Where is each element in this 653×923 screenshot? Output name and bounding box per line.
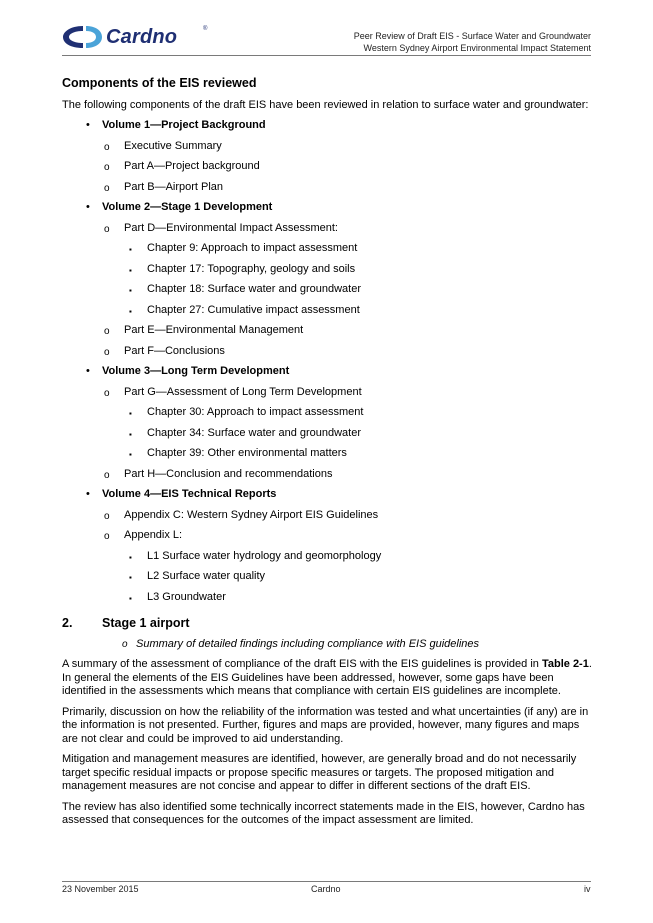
footer-date: 23 November 2015 [62, 884, 139, 894]
part-item [62, 181, 592, 202]
chapter-item [62, 591, 592, 612]
list-bullet: ▪ [129, 306, 132, 316]
document-title-line1: Peer Review of Draft EIS - Surface Water and Groundwater [353, 31, 591, 41]
list-bullet: • [86, 365, 90, 377]
list-bullet: ▪ [129, 429, 132, 439]
chapter-item [62, 304, 592, 325]
table-reference-link: Table 2-1 [541, 658, 589, 670]
page-body [62, 77, 592, 835]
volume-item [62, 365, 592, 386]
list-item-text: L1 Surface water hydrology and geomorphology [147, 549, 382, 562]
chapter-item [62, 406, 592, 427]
list-bullet: o [104, 387, 110, 399]
list-bullet: o [104, 346, 110, 358]
list-item-text: Volume 4—EIS Technical Reports [102, 488, 277, 500]
part-item [62, 222, 592, 243]
section-title: Stage 1 airport [102, 616, 190, 630]
list-item-text: Part B—Airport Plan [124, 180, 224, 193]
list-item-text: L2 Surface water quality [147, 570, 266, 582]
part-item [62, 468, 592, 489]
list-bullet: o [104, 469, 110, 481]
list-item-text: Chapter 18: Surface water and groundwater [147, 283, 362, 295]
chapter-item [62, 283, 592, 304]
list-bullet: o [104, 326, 110, 337]
paragraph-review: The review has also identified some technically incorrect statements made in the EIS, however, Cardno has assessed that consequences for the outcomes of the impact assessment are limited. [62, 800, 585, 826]
list-bullet: ▪ [129, 286, 132, 295]
part-item [62, 529, 592, 550]
section-heading-stage1 [62, 617, 592, 634]
list-item-text: Part E—Environmental Management [124, 324, 304, 336]
part-item [62, 324, 592, 345]
list-bullet: ▪ [129, 552, 132, 562]
list-item-text: L3 Groundwater [147, 590, 226, 603]
chapter-item [62, 447, 592, 468]
list-item-text: Executive Summary [124, 139, 222, 152]
logo-registered-mark: ® [203, 26, 208, 32]
list-item-text: Part G—Assessment of Long Term Development [124, 385, 362, 398]
list-bullet: o [104, 510, 110, 522]
part-item [62, 386, 592, 407]
list-bullet: o [104, 223, 110, 235]
list-item-text: Appendix C: Western Sydney Airport EIS Guidelines [124, 508, 379, 521]
footer-company: Cardno [311, 884, 341, 894]
list-bullet: • [86, 201, 90, 213]
chapter-item [62, 570, 592, 591]
subheading-bullet: o [122, 639, 128, 650]
section-number: 2. [62, 616, 73, 630]
part-item [62, 160, 592, 181]
part-item [62, 140, 592, 161]
list-bullet: o [104, 141, 110, 153]
list-item-text: Appendix L: [124, 529, 183, 541]
header-divider [62, 55, 591, 56]
subheading-text: Summary of detailed findings including compliance with EIS guidelines [136, 638, 480, 650]
subheading-summary [62, 634, 592, 658]
document-title [354, 31, 591, 54]
list-item-text: Chapter 39: Other environmental matters [147, 447, 347, 459]
intro-paragraph: The following components of the draft EIS have been reviewed in relation to surface water and groundwater: [62, 98, 589, 111]
paragraph-mitigation: Mitigation and management measures are identified, however, are generally broad and do not necessarily target specific residual impacts or propose specific measures or targets. The proposed mitigation and management measures are not concise and appear to differ in different sections of the draft EIS. [62, 753, 577, 792]
list-bullet: ▪ [129, 573, 132, 582]
list-item-text: Volume 3—Long Term Development [102, 365, 290, 377]
list-item-text: Volume 1—Project Background [102, 119, 266, 131]
list-item-text: Chapter 17: Topography, geology and soils [147, 262, 356, 275]
paragraph-compliance [62, 658, 592, 699]
chapter-item [62, 242, 592, 263]
part-item [62, 345, 592, 366]
part-item [62, 509, 592, 530]
components-list [62, 119, 592, 611]
list-item-text: Part A—Project background [124, 160, 260, 172]
paragraph-reliability: Primarily, discussion on how the reliability of the information was tested and what uncertainties (if any) are in the information is not presented. Further, figures and maps are provided, however, many figures and maps are not clear and could be improved to aid understanding. [62, 705, 589, 745]
list-item-text: Chapter 27: Cumulative impact assessment [147, 303, 360, 316]
footer-divider [62, 881, 591, 882]
list-bullet: • [86, 119, 90, 131]
chapter-item [62, 550, 592, 571]
list-item-text: Chapter 34: Surface water and groundwater [147, 426, 362, 439]
document-title-line2: Western Sydney Airport Environmental Impact Statement [363, 42, 591, 53]
volume-item [62, 201, 592, 222]
footer-page-number: iv [584, 884, 591, 894]
list-bullet: ▪ [129, 245, 132, 254]
chapter-item [62, 427, 592, 448]
list-bullet: o [104, 531, 110, 542]
volume-item [62, 488, 592, 509]
list-bullet: ▪ [129, 265, 132, 275]
section-heading-components: Components of the EIS reviewed [62, 76, 257, 90]
list-item-text: Part D—Environmental Impact Assessment: [124, 221, 338, 234]
list-item-text: Chapter 30: Approach to impact assessment [147, 406, 364, 418]
cardno-logo [62, 24, 212, 50]
list-item-text: Volume 2—Stage 1 Development [102, 201, 273, 213]
list-bullet: o [104, 182, 110, 194]
volume-item [62, 119, 592, 140]
list-bullet: • [86, 488, 90, 500]
list-item-text: Chapter 9: Approach to impact assessment [147, 242, 358, 254]
list-bullet: ▪ [129, 593, 132, 603]
paragraph-compliance-pre: A summary of the assessment of compliance of the draft EIS with the EIS guidelines is provided in [62, 658, 542, 670]
list-item-text: Part F—Conclusions [124, 344, 225, 357]
page-header [0, 0, 653, 56]
logo-wordmark: Cardno [106, 26, 178, 48]
list-item-text: Part H—Conclusion and recommendations [124, 467, 333, 480]
list-bullet: ▪ [129, 450, 132, 459]
paragraph-compliance-post: . In general the elements of the EIS Guidelines have been addressed, however, some gaps have been identified in the assessments which means that compliance with certain EIS guidelines are incomplete. [62, 658, 592, 697]
chapter-item [62, 263, 592, 284]
list-bullet: o [104, 162, 110, 173]
list-bullet: ▪ [129, 409, 132, 418]
cardno-logo-mark-icon [62, 24, 106, 50]
